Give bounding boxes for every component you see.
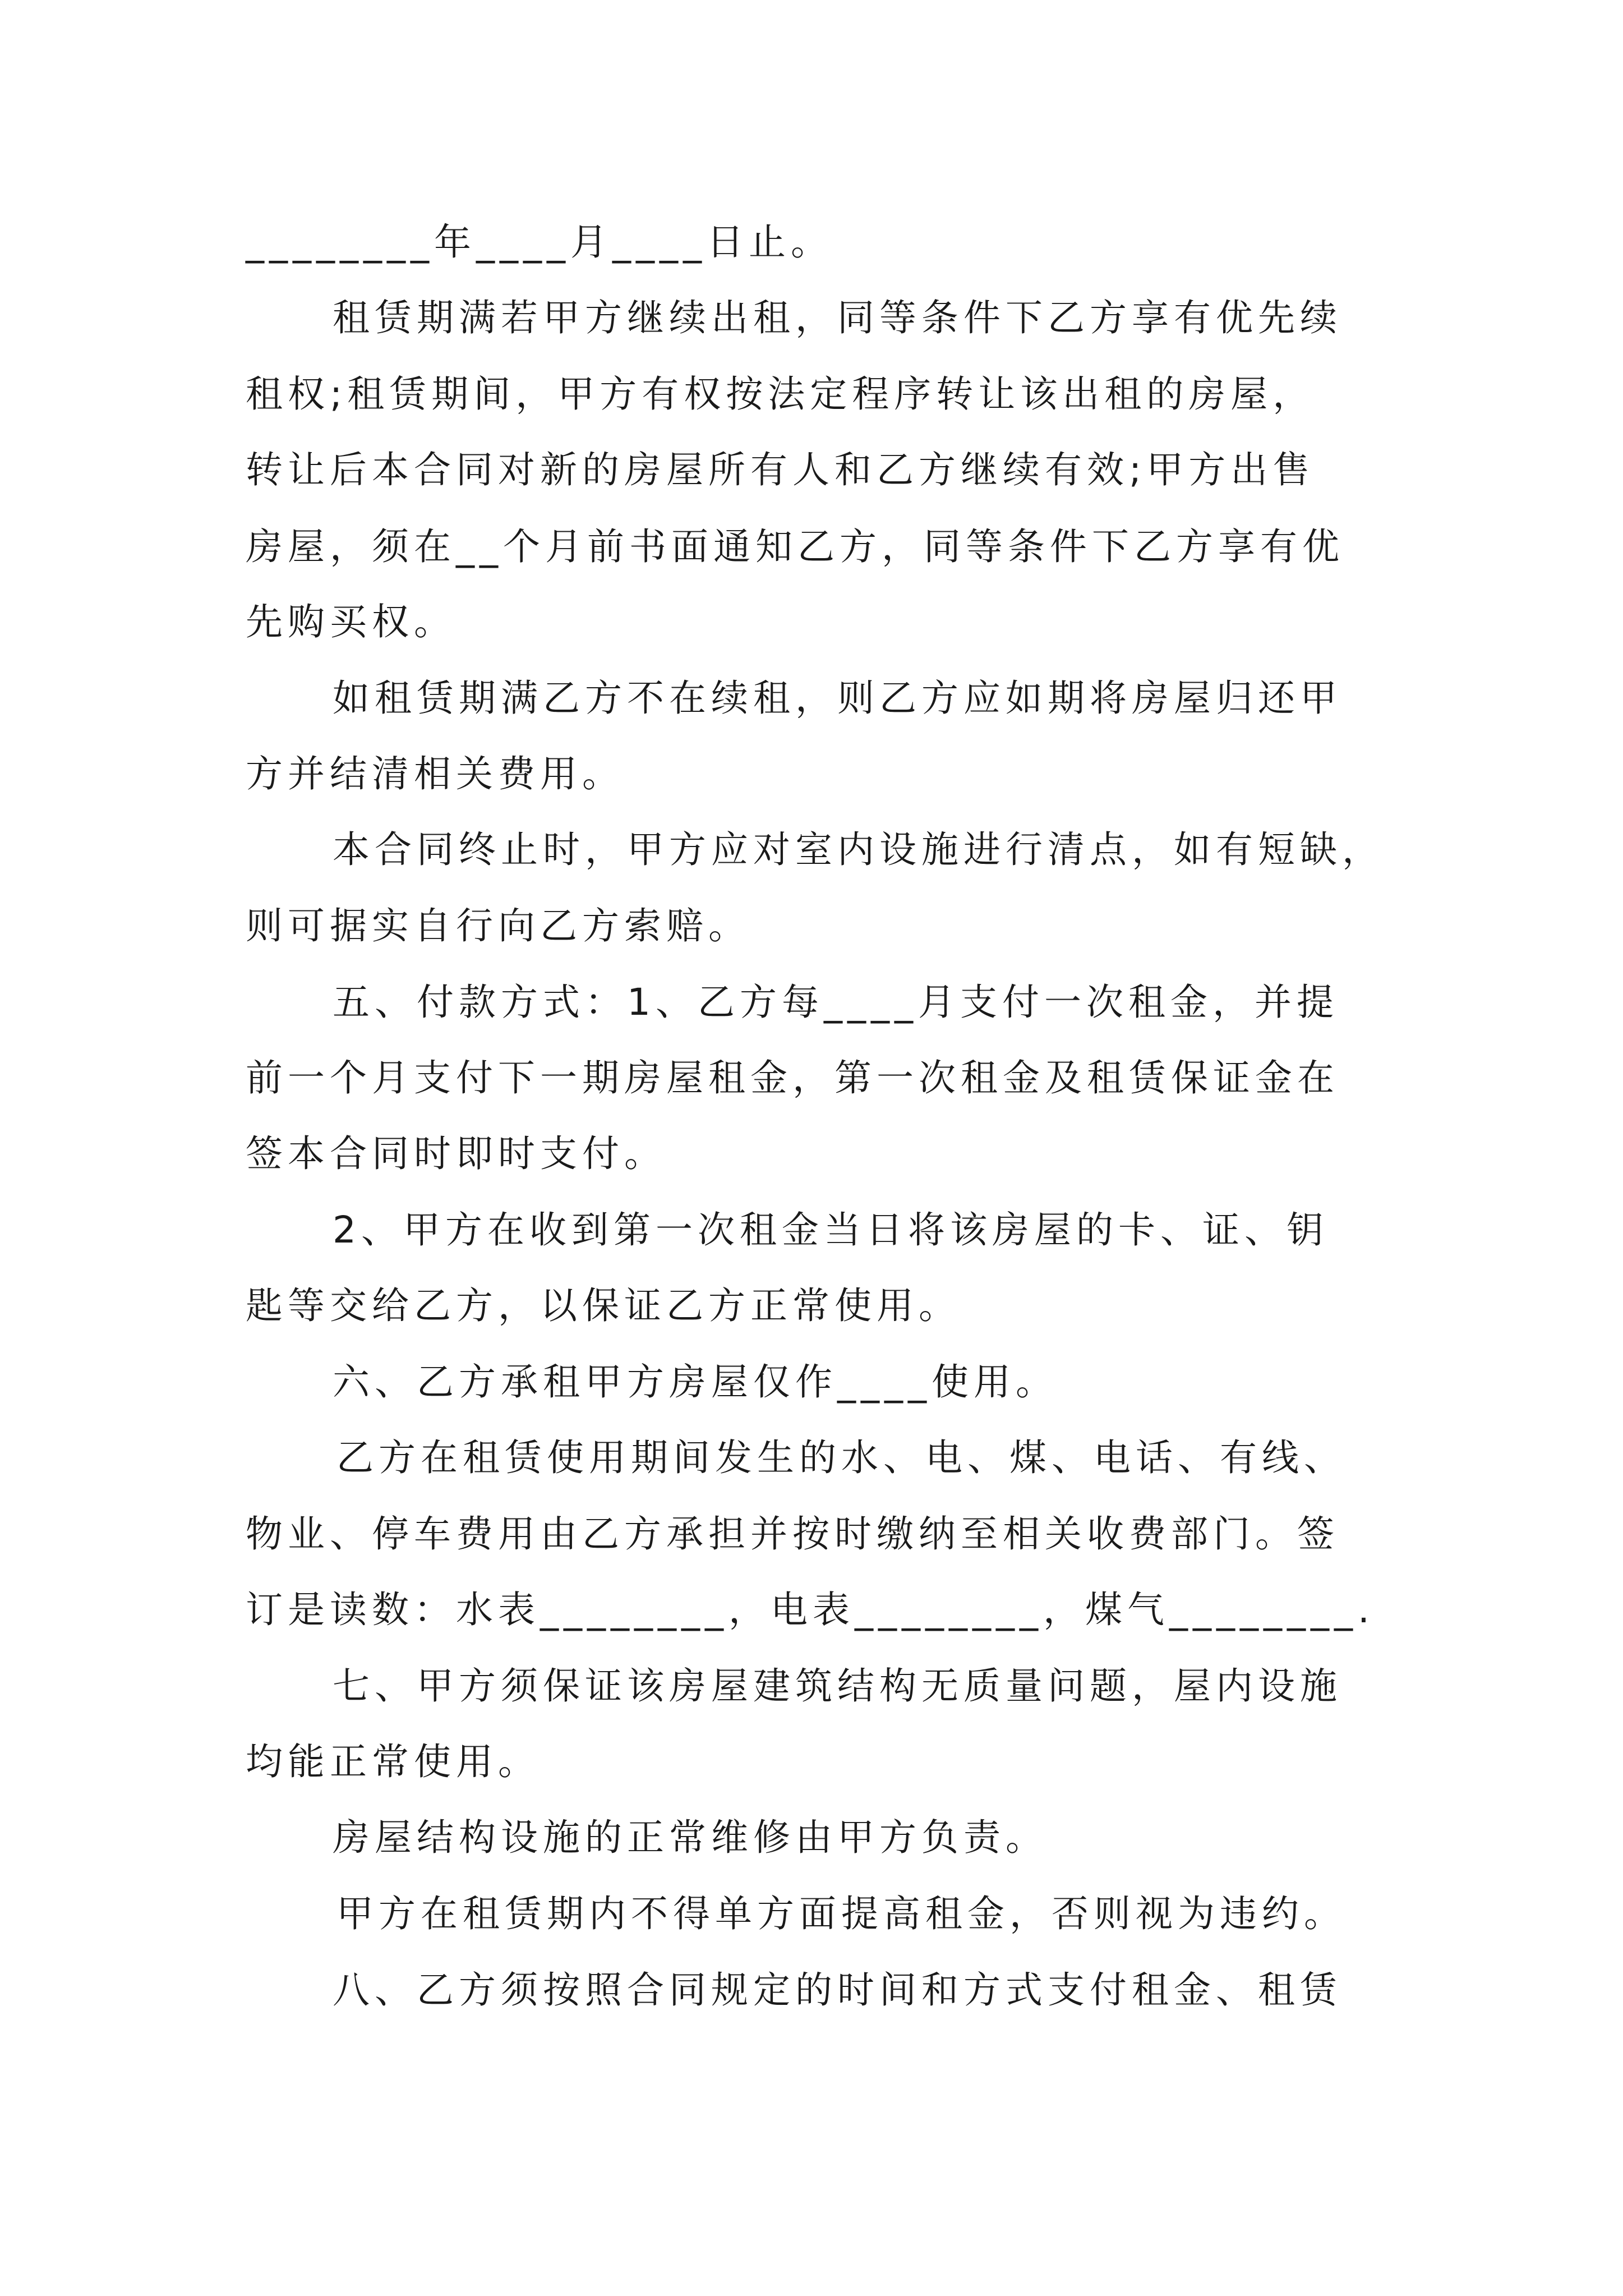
text-line: 本合同终止时，甲方应对室内设施进行清点，如有短缺， <box>333 828 1384 871</box>
text-line: 七、甲方须保证该房屋建筑结构无质量问题，屋内设施 <box>333 1664 1342 1708</box>
text-line: 五、付款方式：1、乙方每____月支付一次租金，并提 <box>333 981 1339 1024</box>
text-line: 乙方在租赁使用期间发生的水、电、煤、电话、有线、 <box>336 1436 1346 1479</box>
text-line: 租权;租赁期间，甲方有权按法定程序转让该出租的房屋， <box>246 372 1315 416</box>
text-line: 房屋，须在__个月前书面通知乙方，同等条件下乙方享有优 <box>246 525 1344 568</box>
text-line: 前一个月支付下一期房屋租金，第一次租金及租赁保证金在 <box>246 1056 1339 1099</box>
text-line: 方并结清相关费用。 <box>246 752 624 795</box>
text-line: 租赁期满若甲方继续出租，同等条件下乙方享有优先续 <box>333 296 1342 339</box>
text-line: 订是读数：水表________，电表________，煤气________. <box>246 1588 1375 1631</box>
text-line: 转让后本合同对新的房屋所有人和乙方继续有效;甲方出售 <box>246 448 1315 491</box>
text-line: 八、乙方须按照合同规定的时间和方式支付租金、租赁 <box>333 1968 1342 2012</box>
text-line: 六、乙方承租甲方房屋仅作____使用。 <box>333 1360 1058 1404</box>
text-line: ________年____月____日止。 <box>246 220 833 264</box>
text-line: 甲方在租赁期内不得单方面提高租金，否则视为违约。 <box>336 1892 1346 1935</box>
text-line: 2、甲方在收到第一次租金当日将该房屋的卡、证、钥 <box>333 1208 1329 1251</box>
text-line: 如租赁期满乙方不在续租，则乙方应如期将房屋归还甲 <box>333 677 1342 720</box>
text-line: 先购买权。 <box>246 600 456 643</box>
text-line: 签本合同时即时支付。 <box>246 1132 666 1175</box>
text-line: 房屋结构设施的正常维修由甲方负责。 <box>333 1816 1048 1859</box>
text-line: 匙等交给乙方，以保证乙方正常使用。 <box>246 1284 961 1327</box>
text-line: 则可据实自行向乙方索赔。 <box>246 904 750 947</box>
text-line: 均能正常使用。 <box>246 1740 540 1783</box>
text-line: 物业、停车费用由乙方承担并按时缴纳至相关收费部门。签 <box>246 1512 1339 1556</box>
